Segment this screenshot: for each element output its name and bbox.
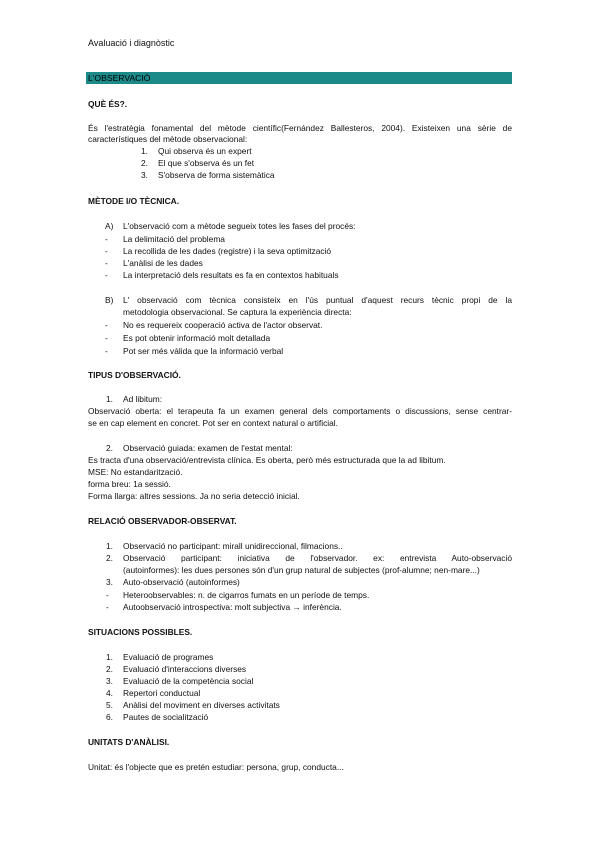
list-item: L'anàlisi de les dades: [123, 258, 203, 268]
list-number: 2.: [106, 443, 113, 453]
list-item: El que s'observa és un fet: [158, 158, 255, 168]
paragraph-line: Unitat: és l'objecte que es pretén estudiar: persona, grup, conducta...: [88, 762, 344, 772]
list-marker: B): [105, 295, 114, 305]
list-item: Observació guiada: examen de l'estat mental:: [123, 443, 293, 453]
list-item: No es requereix cooperació activa de l'actor observat.: [123, 320, 323, 330]
section-banner-label: L'OBSERVACIÓ: [88, 73, 151, 83]
document-header: Avaluació i diagnòstic: [88, 38, 175, 48]
list-item: La interpretació dels resultats es fa en contextos habituals: [123, 270, 339, 280]
paragraph-line: Forma llarga: altres sessions. Ja no seria detecció inicial.: [88, 491, 300, 501]
que-es-heading: QUÈ ÉS?.: [88, 99, 128, 109]
paragraph-line: forma breu: 1a sessió.: [88, 479, 171, 489]
list-number: 2.: [106, 553, 113, 563]
dash-marker: -: [105, 258, 108, 268]
que-es-paragraph-line: És l'estratègia fonamental del mètode científic(Fernández Ballesteros, 2004). Existeixen una sèrie de: [88, 123, 512, 133]
list-number: 3.: [106, 676, 113, 686]
list-item: Repertori conductual: [123, 688, 201, 698]
list-item: (autoinformes): les dues persones són d'un grup natural de subjectes (prof-alumne; nen-mare...): [123, 565, 480, 575]
dash-marker: -: [105, 234, 108, 244]
list-item: Auto-observació (autoinformes): [123, 577, 240, 587]
dash-marker: -: [105, 333, 108, 343]
list-number: 3.: [141, 170, 148, 180]
list-number: 4.: [106, 688, 113, 698]
list-number: 3.: [106, 577, 113, 587]
list-item: Qui observa és un expert: [158, 146, 252, 156]
list-number: 1.: [141, 146, 148, 156]
list-item: Anàlisi del moviment en diverses activitats: [123, 700, 280, 710]
list-number: 2.: [106, 664, 113, 674]
paragraph-line: Es tracta d'una observació/entrevista clínica. Es oberta, però més estructurada que la ad libitum.: [88, 455, 446, 465]
list-item: Observació no participant: mirall unidireccional, filmacions..: [123, 541, 343, 551]
list-number: 1.: [106, 394, 113, 404]
situacions-heading: SITUACIONS POSSIBLES.: [88, 627, 193, 637]
list-number: 1.: [106, 652, 113, 662]
list-item: La recollida de les dades (registre) i la seva optimització: [123, 246, 332, 256]
section-banner: [86, 72, 512, 84]
dash-marker: -: [106, 602, 109, 612]
dash-marker: -: [105, 320, 108, 330]
paragraph-line: se en cap element en concret. Pot ser en context natural o artificial.: [88, 418, 338, 428]
list-item: L'observació com a mètode segueix totes les fases del procés:: [123, 221, 356, 231]
list-item: Heteroobservables: n. de cigarros fumats en un període de temps.: [123, 590, 370, 600]
list-item: Ad libitum:: [123, 394, 163, 404]
relacio-heading: RELACIÓ OBSERVADOR-OBSERVAT.: [88, 516, 237, 526]
que-es-paragraph-line: característiques del mètode observacional:: [88, 134, 248, 144]
list-item: Autoobservació introspectiva: molt subjectiva → inferència.: [123, 602, 342, 612]
list-number: 6.: [106, 712, 113, 722]
tipus-heading: TIPUS D'OBSERVACIÓ.: [88, 370, 181, 380]
unitats-heading: UNITATS D'ANÀLISI.: [88, 737, 170, 747]
list-number: 1.: [106, 541, 113, 551]
list-number: 2.: [141, 158, 148, 168]
list-item: S'observa de forma sistemàtica: [158, 170, 275, 180]
paragraph-line: Observació oberta: el terapeuta fa un examen general dels comportaments o discussions, sense centrar-: [88, 406, 512, 416]
dash-marker: -: [106, 590, 109, 600]
list-item: Evaluació de programes: [123, 652, 214, 662]
dash-marker: -: [105, 246, 108, 256]
list-item: Pautes de socialització: [123, 712, 209, 722]
dash-marker: -: [105, 346, 108, 356]
list-number: 5.: [106, 700, 113, 710]
list-item: Observació participant: iniciativa de l'observador. ex: entrevista Auto-observació: [123, 553, 512, 563]
dash-marker: -: [105, 270, 108, 280]
list-item: La delimitació del problema: [123, 234, 225, 244]
metode-heading: MÈTODE I/O TÈCNICA.: [88, 196, 180, 206]
list-item: Pot ser més vàlida que la informació verbal: [123, 346, 284, 356]
list-item: L' observació com tècnica consisteix en l'ús puntual d'aquest recurs tècnic propi de la: [123, 295, 512, 305]
list-marker: A): [105, 221, 114, 231]
paragraph-line: MSE: No estandarització.: [88, 467, 183, 477]
list-item: Evaluació d'interaccions diverses: [123, 664, 247, 674]
list-item: Evaluació de la competència social: [123, 676, 254, 686]
list-item: Es pot obtenir informació molt detallada: [123, 333, 271, 343]
list-item: metodologia observacional. Se captura la experiència directa:: [123, 307, 352, 317]
